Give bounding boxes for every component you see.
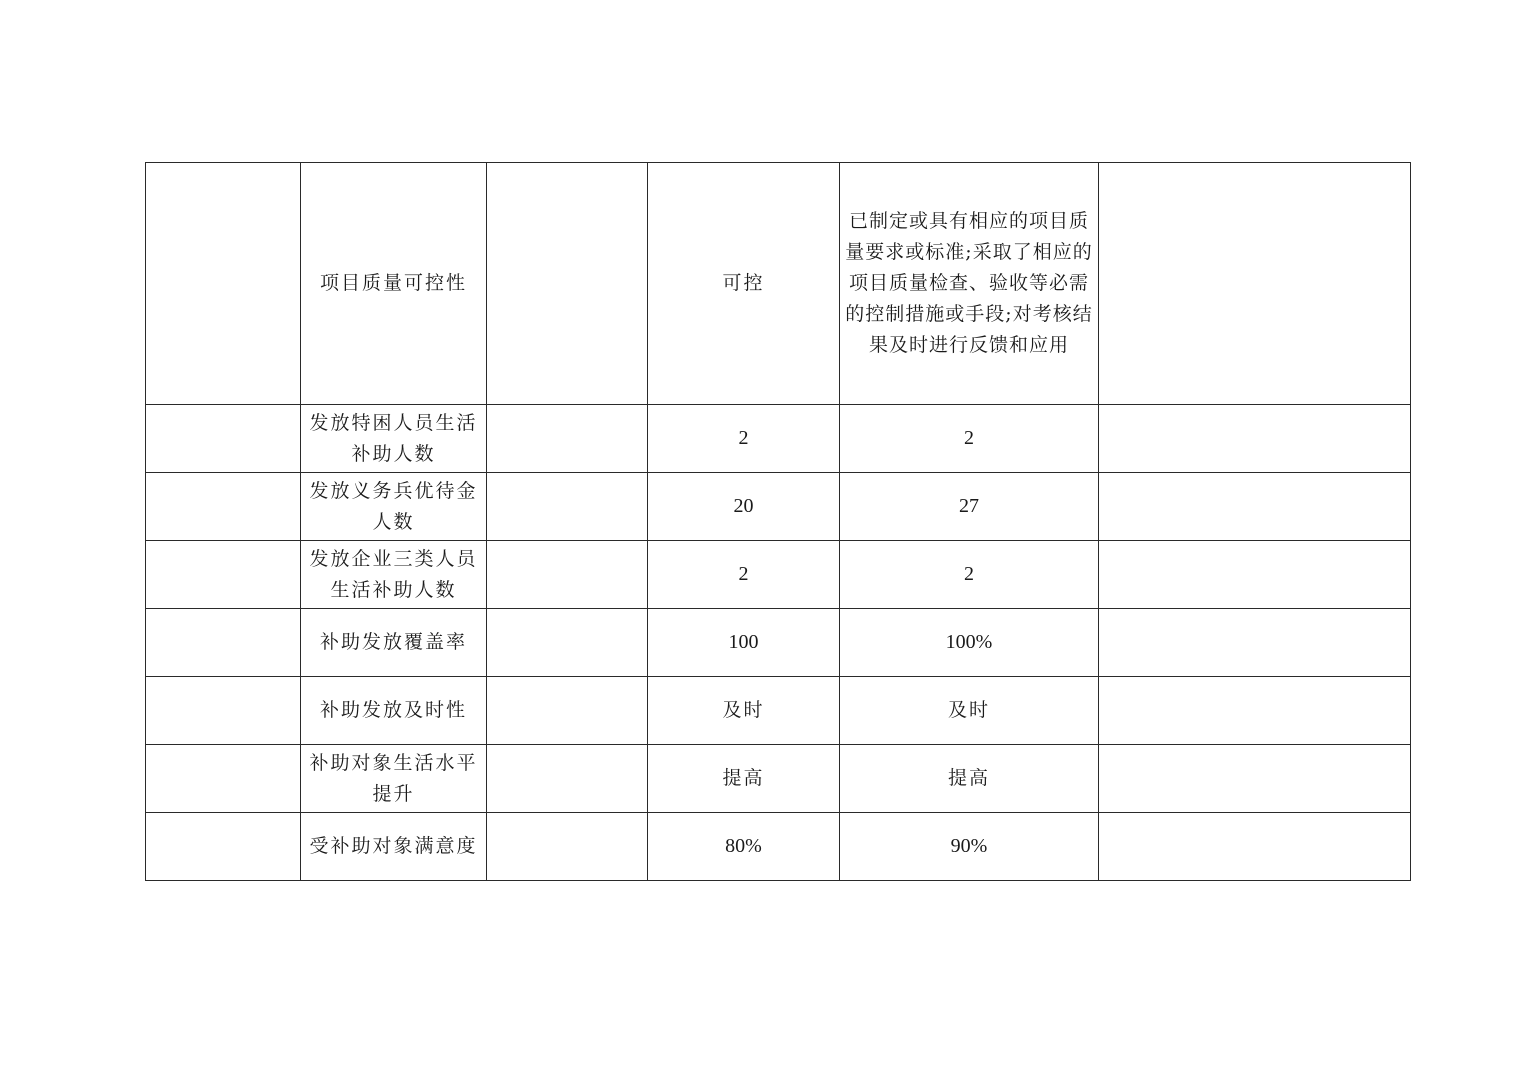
indicator-cell: 补助发放覆盖率: [301, 609, 487, 677]
table-row: [146, 405, 1411, 473]
indicator-cell: 发放特困人员生活补助人数: [301, 405, 487, 473]
blank-cell: [487, 473, 648, 541]
table-row: [146, 745, 1411, 813]
blank-cell: [487, 745, 648, 813]
remark-cell: [1099, 405, 1411, 473]
category-cell: [146, 745, 301, 813]
indicator-cell: 发放企业三类人员生活补助人数: [301, 541, 487, 609]
target-cell: 2: [648, 405, 840, 473]
actual-cell: 2: [840, 541, 1099, 609]
category-cell: [146, 405, 301, 473]
remark-cell: [1099, 745, 1411, 813]
category-cell: [146, 541, 301, 609]
actual-cell: 27: [840, 473, 1099, 541]
blank-cell: [487, 609, 648, 677]
indicator-cell: 项目质量可控性: [301, 163, 487, 405]
target-cell: 2: [648, 541, 840, 609]
table-row: [146, 609, 1411, 677]
indicator-cell: 补助发放及时性: [301, 677, 487, 745]
blank-cell: [487, 677, 648, 745]
target-cell: 80%: [648, 813, 840, 881]
indicator-cell: 受补助对象满意度: [301, 813, 487, 881]
remark-cell: [1099, 609, 1411, 677]
actual-cell: 提高: [840, 745, 1099, 813]
target-cell: 及时: [648, 677, 840, 745]
table-row: [146, 541, 1411, 609]
performance-indicator-table: [145, 162, 1411, 881]
category-cell: [146, 473, 301, 541]
blank-cell: [487, 541, 648, 609]
category-cell: [146, 813, 301, 881]
remark-cell: [1099, 163, 1411, 405]
actual-cell: 已制定或具有相应的项目质量要求或标准;采取了相应的项目质量检查、验收等必需的控制措施或手段;对考核结果及时进行反馈和应用: [840, 163, 1099, 405]
target-cell: 20: [648, 473, 840, 541]
table-row: [146, 677, 1411, 745]
category-cell: [146, 163, 301, 405]
target-cell: 100: [648, 609, 840, 677]
actual-cell: 及时: [840, 677, 1099, 745]
table-row: [146, 473, 1411, 541]
blank-cell: [487, 405, 648, 473]
remark-cell: [1099, 677, 1411, 745]
indicator-cell: 补助对象生活水平提升: [301, 745, 487, 813]
category-cell: [146, 677, 301, 745]
remark-cell: [1099, 813, 1411, 881]
indicator-cell: 发放义务兵优待金人数: [301, 473, 487, 541]
blank-cell: [487, 813, 648, 881]
target-cell: 提高: [648, 745, 840, 813]
blank-cell: [487, 163, 648, 405]
actual-cell: 90%: [840, 813, 1099, 881]
remark-cell: [1099, 473, 1411, 541]
actual-cell: 100%: [840, 609, 1099, 677]
table-row: [146, 163, 1411, 405]
category-cell: [146, 609, 301, 677]
table-row: [146, 813, 1411, 881]
remark-cell: [1099, 541, 1411, 609]
target-cell: 可控: [648, 163, 840, 405]
actual-cell: 2: [840, 405, 1099, 473]
